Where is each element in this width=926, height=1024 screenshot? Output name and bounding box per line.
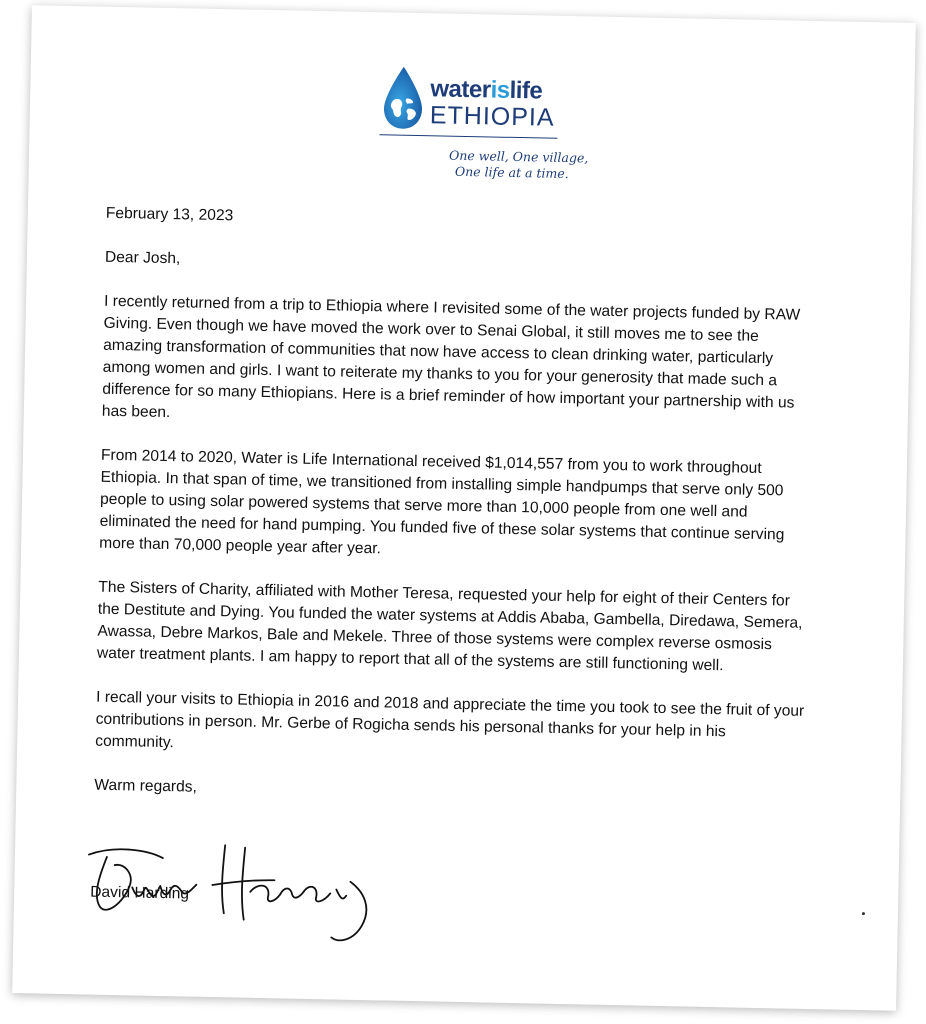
- logo-country: ETHIOPIA: [429, 101, 555, 132]
- tagline-line-2: One life at a time.: [454, 163, 569, 182]
- letter-paragraph: The Sisters of Charity, affiliated with Mother Teresa, requested your help for eight of their Centers for the Destitute and Dying. You funded the water systems at Addis Ababa, Gambella, Diredawa, Semera, Awassa, Debre Markos, Bale and Mekele. Three of those systems were complex reverse osmosis water treatment plants. I am happy to report that all of the systems are still functioning well.: [96, 578, 803, 675]
- water-drop-globe-icon: [380, 64, 427, 131]
- letter-body: [94, 203, 818, 811]
- logo-wordmark: waterislife: [430, 75, 543, 105]
- letter-paragraph: From 2014 to 2020, Water is Life International received $1,014,557 from you to work throughout Ethiopia. In that span of time, we transitioned from installing simple handpumps that serve only 500 people to using solar powered systems that serve more than 10,000 people from one well and eliminated the need for hand pumping. You funded five of these solar systems that continue serving more than 70,000 people year after year.: [99, 446, 785, 558]
- tagline-line-1: One well, One village,: [448, 147, 589, 166]
- letter-paragraph: I recall your visits to Ethiopia in 2016 and 2018 and appreciate the time you took to see the fruit of your contributions in person. Mr. Gerbe of Rogicha sends his personal thanks for your help in his community.: [95, 688, 805, 752]
- logo-divider: [379, 134, 557, 139]
- logo-tagline: [448, 147, 589, 182]
- letter-closing: Warm regards,: [94, 776, 198, 796]
- letter-paragraph: I recently returned from a trip to Ethiopia where I revisited some of the water projects funded by RAW Giving. Even though we have moved the work over to Senai Global, it still moves me to see the amazing transformation of communities that now have access to clean drinking water, particularly among women and girls. I want to reiterate my thanks to you for your generosity that made such a difference for so many Ethiopians. Here is a brief reminder of how important your partnership with us has been.: [101, 292, 801, 422]
- signer-name: David Harding: [90, 883, 190, 903]
- letter-page: [12, 5, 916, 1011]
- letter-salutation: Dear Josh,: [104, 248, 181, 268]
- water-is-life-logo: [379, 64, 581, 148]
- letter-date: February 13, 2023: [105, 204, 234, 225]
- paper-speck: [862, 912, 865, 915]
